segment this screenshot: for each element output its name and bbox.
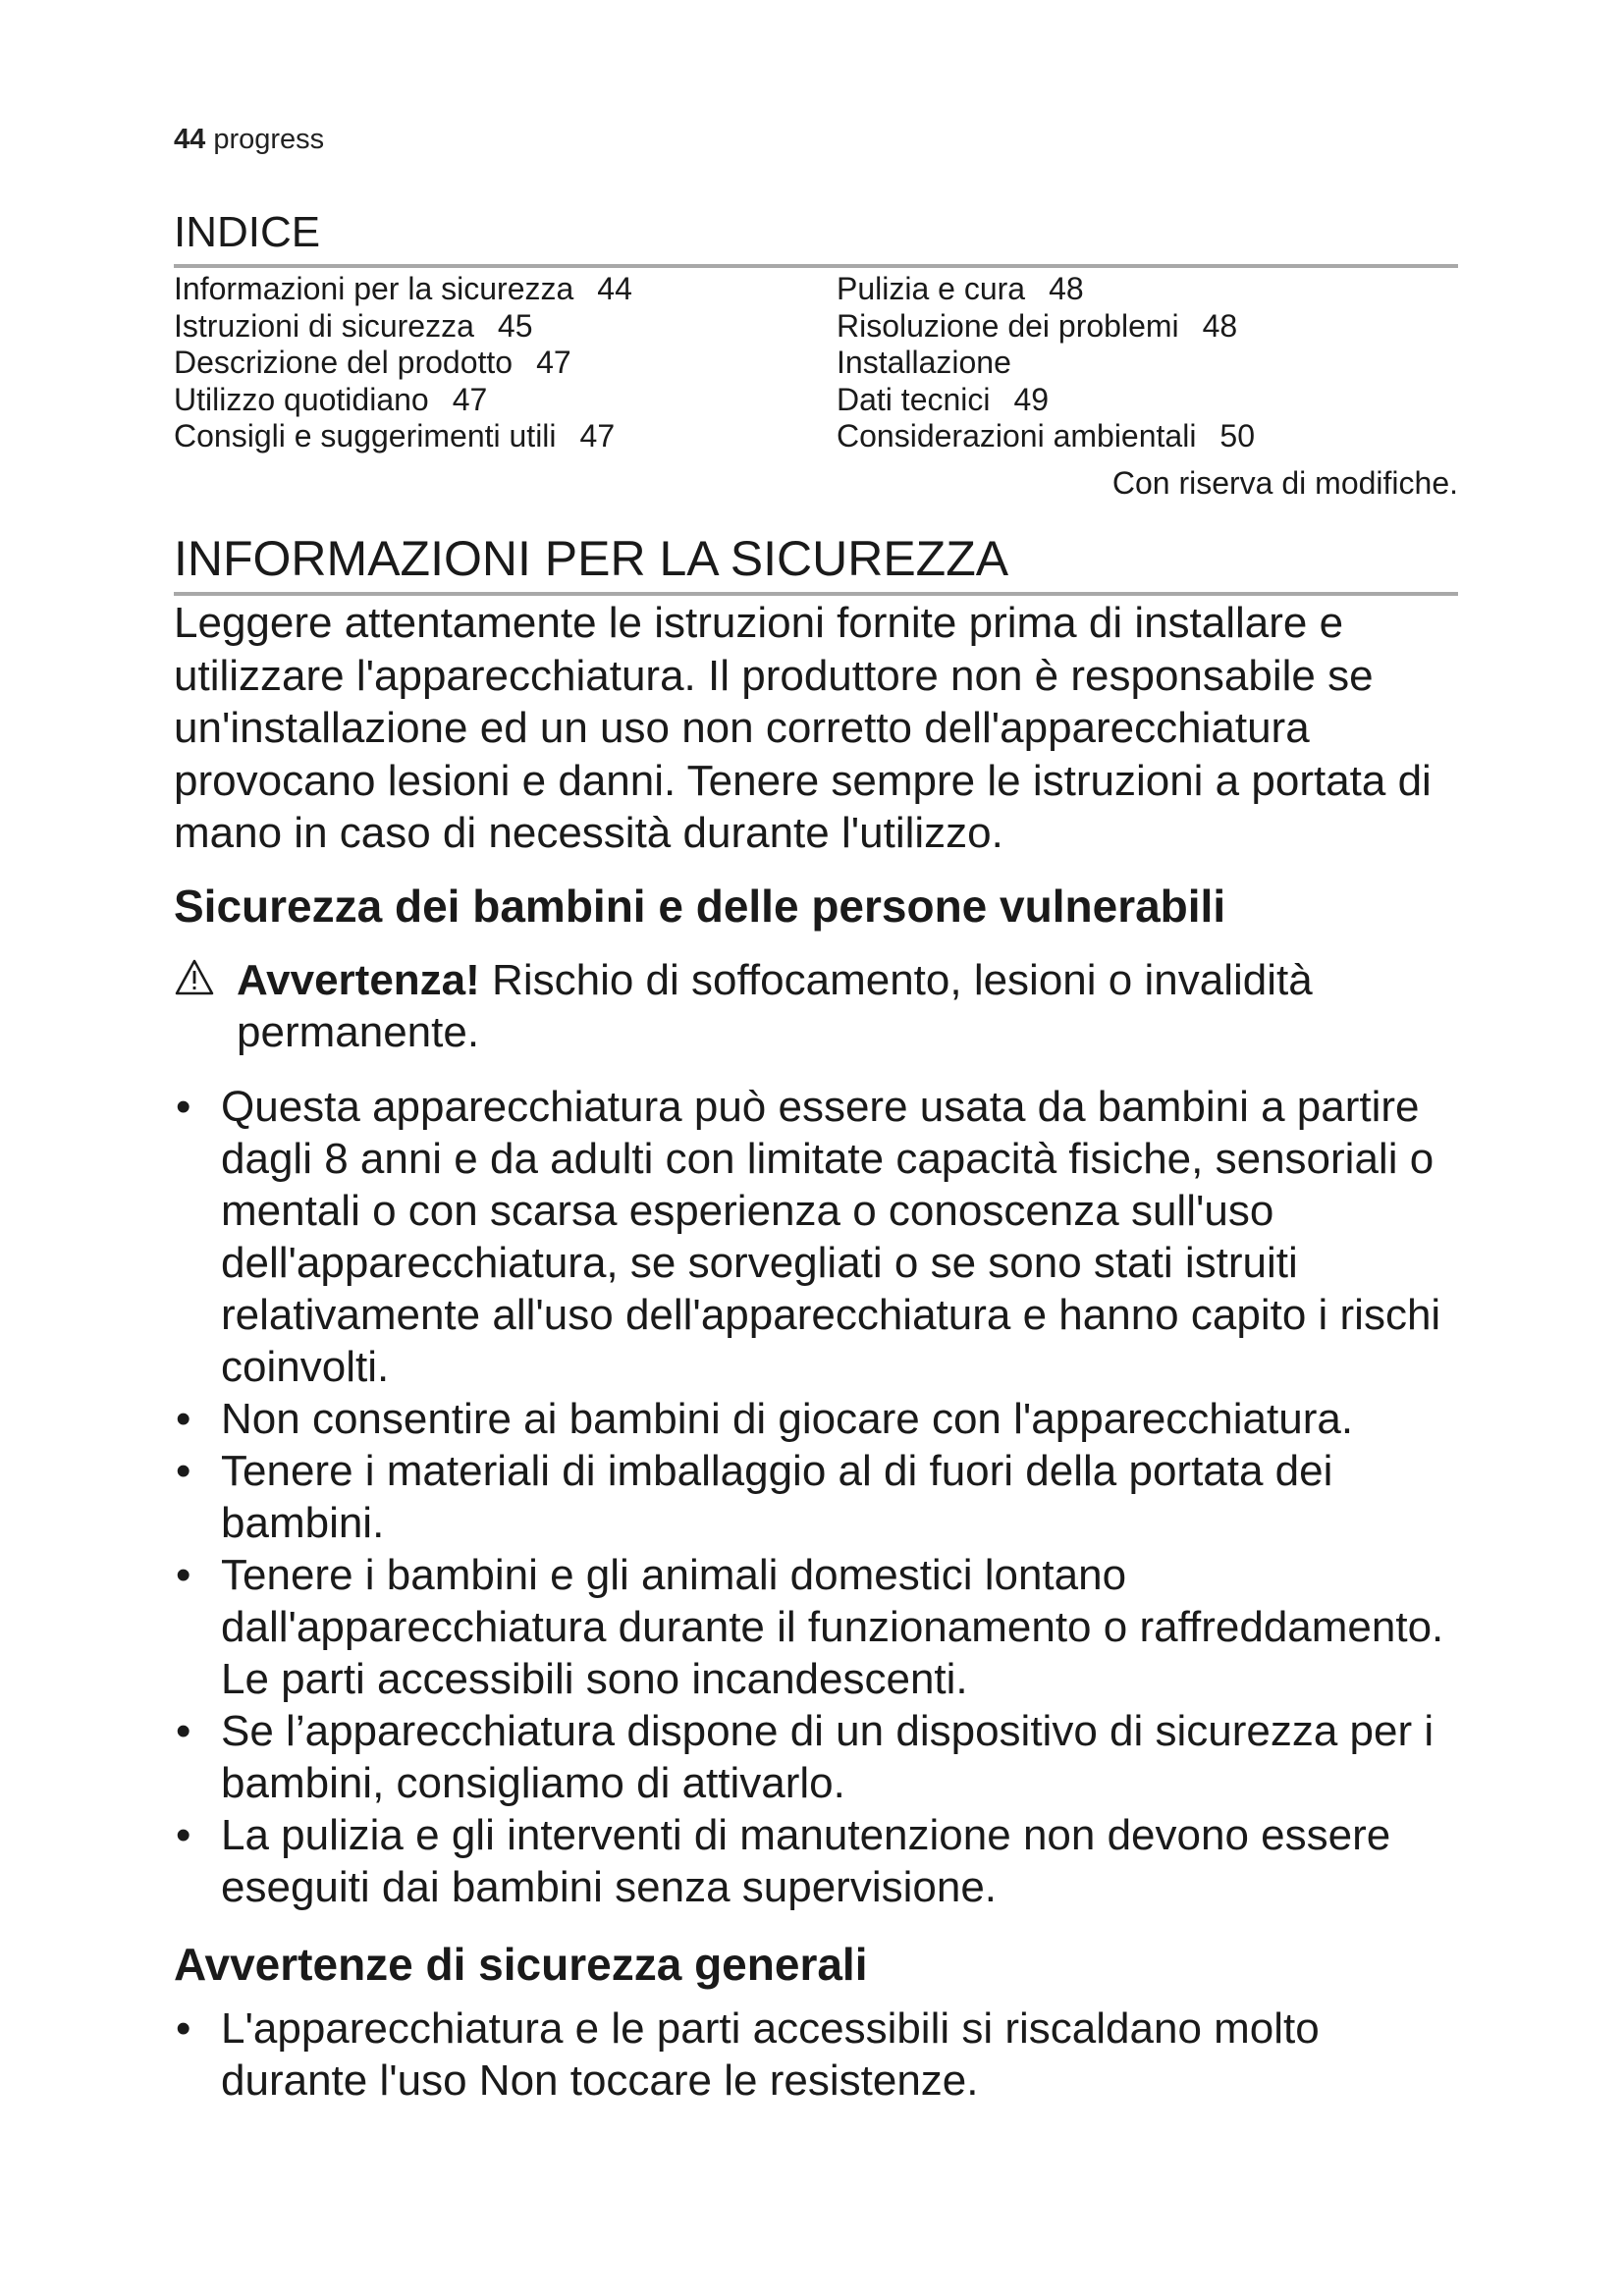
list-item-text: Non consentire ai bambini di giocare con l'apparecchiatura. <box>221 1395 1354 1443</box>
toc-entry[interactable] <box>174 308 632 346</box>
toc-entry-page: 47 <box>536 345 571 380</box>
toc-entry-page: 47 <box>452 381 488 417</box>
toc-entry-label: Descrizione del prodotto <box>174 345 514 380</box>
toc-entry[interactable] <box>174 345 632 382</box>
list-item-text: Tenere i materiali di imballaggio al di fuori della portata dei bambini. <box>221 1447 1333 1547</box>
toc-title: INDICE <box>174 208 321 256</box>
general-safety-heading: Avvertenze di sicurezza generali <box>174 1939 868 1990</box>
reserve-note: Con riserva di modifiche. <box>1111 465 1458 501</box>
toc-entry-label: Dati tecnici <box>837 381 991 417</box>
toc-entry[interactable] <box>837 382 1255 419</box>
children-safety-list <box>174 1081 1458 1913</box>
list-item-text: Questa apparecchiatura può essere usata da bambini a partire dagli 8 anni e da adulti con limitate capacità fisiche, sensoriali o mentali o con scarsa esperienza o conoscenza sull'uso dell'apparecchiatura, se sorvegliati o se sono stati istruiti relativamente all'uso dell'apparecchiatura e hanno capito i rischi coinvolti. <box>221 1083 1441 1391</box>
list-item-text: Tenere i bambini e gli animali domestici lontano dall'apparecchiatura durante il funzionamento o raffreddamento. Le parti accessibili sono incandescenti. <box>221 1551 1444 1703</box>
warning-lead: Avvertenza! <box>237 956 480 1004</box>
toc-entry[interactable] <box>837 271 1255 308</box>
running-header <box>174 124 324 156</box>
toc-entry-label: Consigli e suggerimenti utili <box>174 418 557 454</box>
bullet-icon: • <box>176 2004 191 2053</box>
toc-entry-page: 49 <box>1013 381 1050 417</box>
toc-entry[interactable] <box>837 345 1255 382</box>
list-item <box>174 1445 1458 1549</box>
toc-entry[interactable] <box>837 418 1255 455</box>
page-number: 44 <box>174 124 206 155</box>
toc-column-left <box>174 271 632 455</box>
list-item <box>174 1393 1458 1445</box>
general-safety-list <box>174 2002 1458 2107</box>
section-divider <box>174 592 1458 596</box>
toc-entry[interactable] <box>174 382 632 419</box>
bullet-icon: • <box>176 1811 191 1859</box>
bullet-icon: • <box>176 1395 191 1443</box>
toc-entry-label: Istruzioni di sicurezza <box>174 307 474 344</box>
list-item <box>174 1705 1458 1809</box>
toc-entry-page: 48 <box>1049 271 1084 306</box>
bullet-icon: • <box>176 1551 191 1599</box>
toc-entry[interactable] <box>174 271 632 308</box>
toc-divider <box>174 264 1458 268</box>
warning-callout <box>174 954 1458 1058</box>
toc-entry-page: 48 <box>1202 307 1238 344</box>
toc-column-right <box>837 271 1255 455</box>
toc-entry-page: 45 <box>497 307 533 344</box>
children-safety-heading: Sicurezza dei bambini e delle persone vulnerabili <box>174 881 1226 932</box>
toc-entry-label: Risoluzione dei problemi <box>837 307 1179 344</box>
intro-paragraph: Leggere attentamente le istruzioni fornite prima di installare e utilizzare l'apparecchiatura. Il produttore non è responsabile se un'installazione ed un uso non corretto dell'apparecchiatura provocano lesioni e danni. Tenere sempre le istruzioni a portata di mano in caso di necessità durante l'utilizzo. <box>174 599 1432 857</box>
warning-text <box>174 954 1458 1058</box>
section-title: INFORMAZIONI PER LA SICUREZZA <box>174 531 1009 586</box>
list-item-text: Se l’apparecchiatura dispone di un dispositivo di sicurezza per i bambini, consigliamo di attivarlo. <box>221 1707 1435 1807</box>
list-item-text: L'apparecchiatura e le parti accessibili si riscaldano molto durante l'uso Non toccare le resistenze. <box>221 2004 1320 2105</box>
bullet-icon: • <box>176 1447 191 1495</box>
list-item <box>174 2002 1458 2107</box>
warning-triangle-icon <box>174 958 215 997</box>
toc-entry[interactable] <box>837 308 1255 346</box>
list-item <box>174 1081 1458 1393</box>
toc-entry-page: 44 <box>597 271 632 306</box>
toc-entry-label: Informazioni per la sicurezza <box>174 271 574 306</box>
toc-entry-page: 47 <box>579 418 616 454</box>
bullet-icon: • <box>176 1083 191 1131</box>
brand-name: progress <box>213 124 325 155</box>
toc-entry-label: Pulizia e cura <box>837 271 1026 306</box>
bullet-icon: • <box>176 1707 191 1755</box>
toc-entry-label: Utilizzo quotidiano <box>174 381 429 417</box>
toc-entry-label: Installazione <box>837 345 1011 380</box>
toc-entry[interactable] <box>174 418 632 455</box>
toc-entry-page: 50 <box>1219 418 1256 454</box>
list-item <box>174 1809 1458 1913</box>
warning-body: Rischio di soffocamento, lesioni o invalidità permanente. <box>237 956 1313 1056</box>
list-item-text: La pulizia e gli interventi di manutenzione non devono essere eseguiti dai bambini senza supervisione. <box>221 1811 1391 1911</box>
toc-entry-label: Considerazioni ambientali <box>837 418 1197 454</box>
list-item <box>174 1549 1458 1705</box>
